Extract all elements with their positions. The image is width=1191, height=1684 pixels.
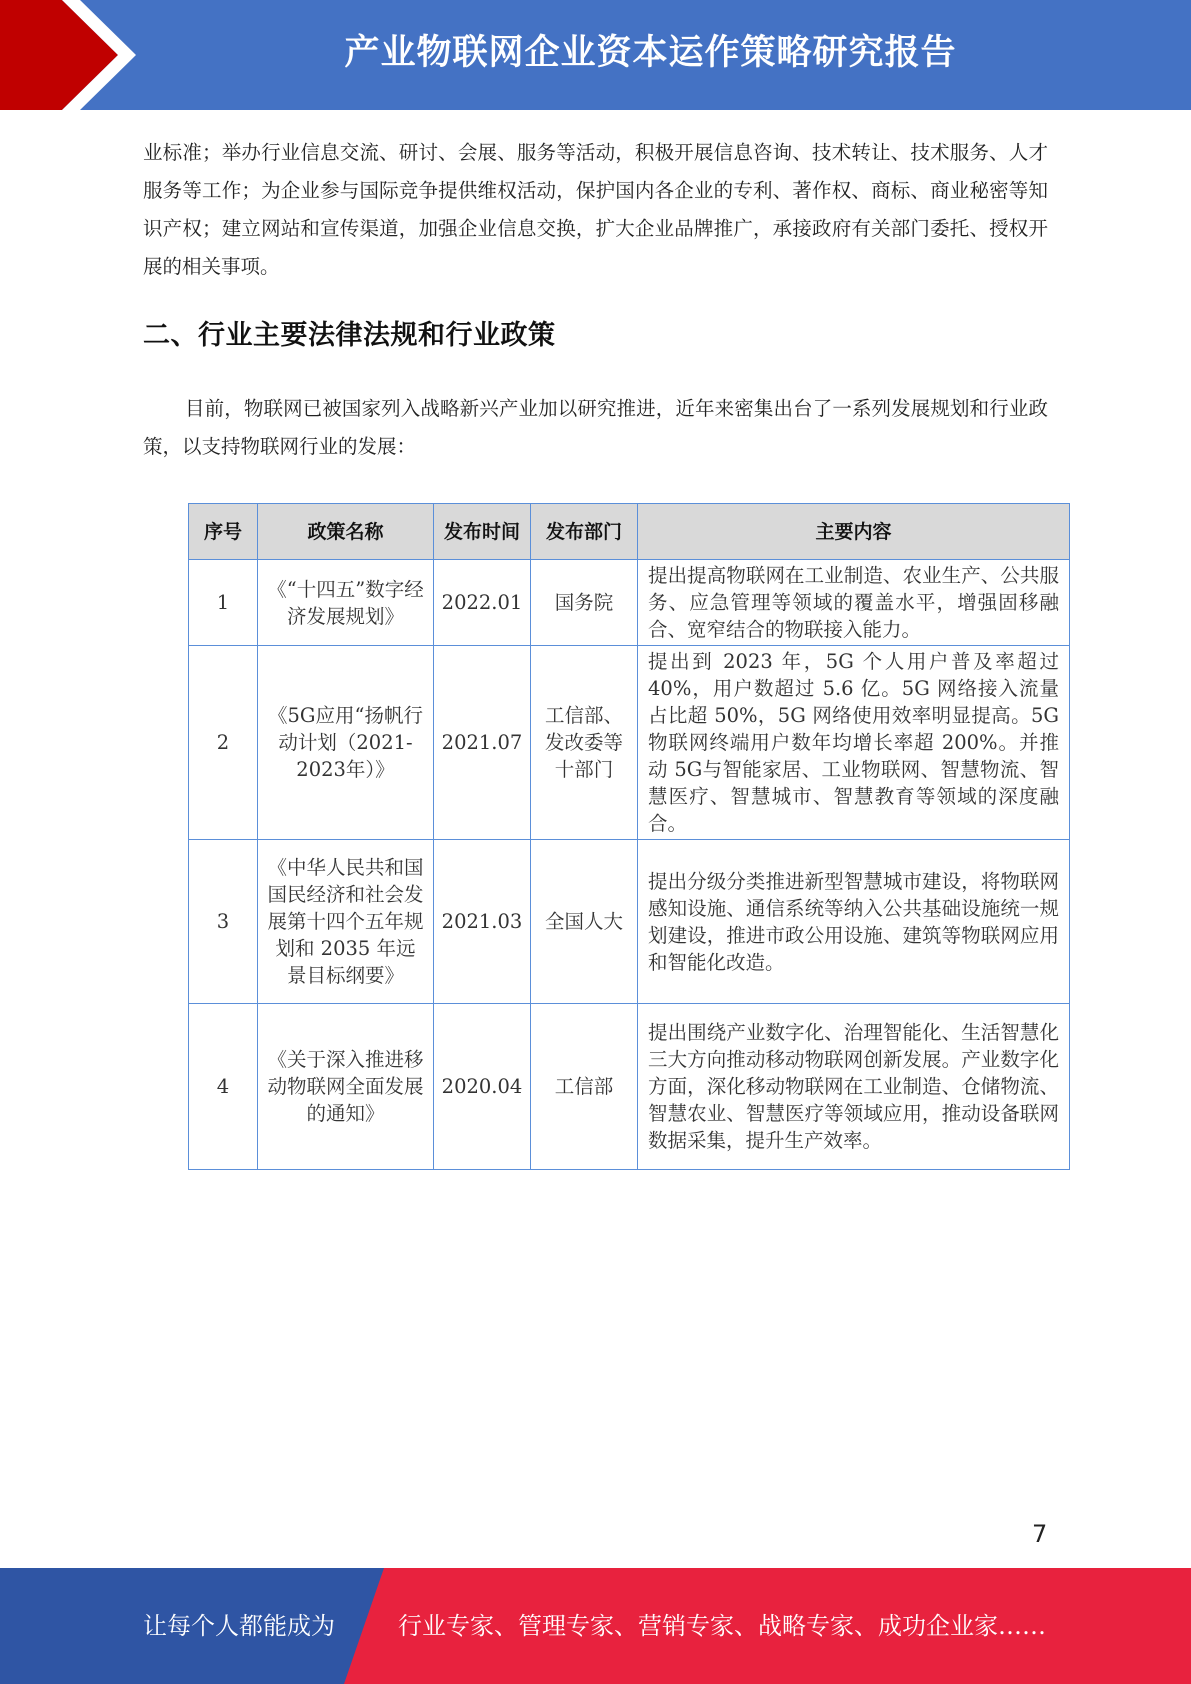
cell-no: 4 (189, 1004, 258, 1170)
page-header (0, 0, 1191, 110)
cell-content: 提出提高物联网在工业制造、农业生产、公共服务、应急管理等领域的覆盖水平，增强固移融合、宽窄结合的物联接入能力。 (638, 560, 1070, 646)
footer-slogan-right: 行业专家、管理专家、营销专家、战略专家、成功企业家…… (398, 1612, 1046, 1640)
section-paragraph: 目前，物联网已被国家列入战略新兴产业加以研究推进，近年来密集出台了一系列发展规划和行业政策，以支持物联网行业的发展： (143, 397, 1048, 458)
policy-table (188, 503, 1070, 1170)
cell-name: 《“十四五”数字经济发展规划》 (258, 560, 434, 646)
header-dept: 发布部门 (531, 504, 638, 560)
cell-no: 3 (189, 840, 258, 1004)
cell-dept: 工信部 (531, 1004, 638, 1170)
cell-dept: 工信部、发改委等十部门 (531, 646, 638, 840)
header-content: 主要内容 (638, 504, 1070, 560)
cell-name: 《中华人民共和国国民经济和社会发展第十四个五年规划和 2035 年远景目标纲要》 (258, 840, 434, 1004)
cell-no: 1 (189, 560, 258, 646)
page-number: 7 (1032, 1520, 1048, 1548)
cell-dept: 国务院 (531, 560, 638, 646)
cell-date: 2021.03 (434, 840, 531, 1004)
intro-paragraph: 业标准；举办行业信息交流、研讨、会展、服务等活动，积极开展信息咨询、技术转让、技术服务、人才服务等工作；为企业参与国际竞争提供维权活动，保护国内各企业的专利、著作权、商标、商业秘密等知识产权；建立网站和宣传渠道，加强企业信息交换，扩大企业品牌推广，承接政府有关部门委托、授权开展的相关事项。 (143, 141, 1048, 278)
header-no: 序号 (189, 504, 258, 560)
table-row (189, 560, 1070, 646)
table-row (189, 1004, 1070, 1170)
header-date: 发布时间 (434, 504, 531, 560)
table-row (189, 646, 1070, 840)
cell-no: 2 (189, 646, 258, 840)
header-name: 政策名称 (258, 504, 434, 560)
report-title: 产业物联网企业资本运作策略研究报告 (344, 33, 957, 73)
page-footer (0, 1568, 1191, 1684)
table-header-row (189, 504, 1070, 560)
table-row (189, 840, 1070, 1004)
cell-date: 2021.07 (434, 646, 531, 840)
cell-dept: 全国人大 (531, 840, 638, 1004)
cell-content: 提出围绕产业数字化、治理智能化、生活智慧化三大方向推动移动物联网创新发展。产业数字化方面，深化移动物联网在工业制造、仓储物流、智慧农业、智慧医疗等领域应用，推动设备联网数据采集，提升生产效率。 (638, 1004, 1070, 1170)
cell-date: 2022.01 (434, 560, 531, 646)
cell-name: 《关于深入推进移动物联网全面发展的通知》 (258, 1004, 434, 1170)
footer-slogan-left: 让每个人都能成为 (143, 1612, 335, 1640)
section-heading: 二、行业主要法律法规和行业政策 (143, 320, 556, 351)
cell-content: 提出到 2023 年，5G 个人用户普及率超过 40%，用户数超过 5.6 亿。5G 网络接入流量占比超 50%，5G 网络使用效率明显提高。5G 物联网终端用户数年均增长率超 200%。并推动 5G与智能家居、工业物联网、智慧物流、智慧医疗、智慧城市、智慧教育等领域的深度融合。 (638, 646, 1070, 840)
header-chevron-decoration (0, 0, 150, 110)
cell-content: 提出分级分类推进新型智慧城市建设，将物联网感知设施、通信系统等纳入公共基础设施统一规划建设，推进市政公用设施、建筑等物联网应用和智能化改造。 (638, 840, 1070, 1004)
cell-name: 《5G应用“扬帆行动计划（2021-2023年）》 (258, 646, 434, 840)
cell-date: 2020.04 (434, 1004, 531, 1170)
